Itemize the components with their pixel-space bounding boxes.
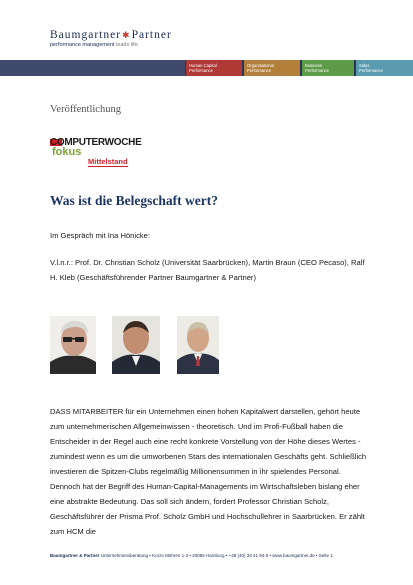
footer-page-number: Seite 1 — [318, 553, 333, 558]
nav-tile-organisational[interactable] — [244, 60, 300, 76]
navigation-band-left — [0, 60, 185, 76]
nav-tile-sales[interactable] — [356, 60, 413, 76]
portrait-photo-braun — [112, 316, 160, 374]
nav-tile-sublabel: Performance — [189, 68, 213, 73]
brand-star-icon: ✱ — [122, 30, 131, 40]
brand-logo — [50, 29, 172, 48]
nav-tile-label: Sales — [359, 63, 370, 68]
nav-tile-sublabel: Performance — [247, 68, 271, 73]
portrait-photo-scholz — [50, 316, 96, 374]
nav-tile-label: Organisational — [247, 63, 275, 68]
brand-name-part1: Baumgartner — [50, 29, 122, 41]
article-body: DASS MITARBEITER für ein Unternehmen einen hohen Kapitalwert darstellen, gehört heute zum unternehmerischen Allgemeinwissen - theoretisch. Und im Profi-Fußball haben die Entscheider in der Regel auch eine recht konkrete Vorstellung von der Höhe dieses Wertes - zumindest wenn es um die umworbenen Stars des internationalen Geschäfts geht. Schließlich investieren die Spitzen-Clubs regelmäßig Millionensummen in ihr spielendes Personal. Dennoch hat der Begriff des Human-Capital-Managements im Wirtschaftsleben bislang eher eine abstrakte Bedeutung. Das soll sich ändern, fordert Professor Christian Scholz, Geschäftsführer der Prisma Prof. Scholz GmbH und Hochschullehrer in Saarbrücken. Er zählt zum HCM die — [50, 407, 367, 536]
portrait-photo-kleb — [177, 316, 219, 374]
footer-separator: • — [315, 553, 318, 558]
brand-name-part2: Partner — [131, 29, 172, 41]
brand-tagline-sub: leads life — [116, 42, 138, 48]
nav-tile-label: Human Capital — [189, 63, 217, 68]
page-footer — [50, 553, 333, 558]
section-label: Veröffentlichung — [50, 104, 121, 115]
nav-tile-human-capital[interactable] — [186, 60, 242, 76]
navigation-band — [0, 60, 413, 76]
article-participants: V.l.n.r.: Prof. Dr. Christian Scholz (Universität Saarbrücken), Martin Braun (CEO Pecaso), Ralf H. Kleb (Geschäftsführender Partner Baumgartner & Partner) — [50, 258, 365, 282]
publication-logo — [50, 137, 142, 171]
nav-tile-label: Business — [305, 63, 322, 68]
article-title: Was ist die Belegschaft wert? — [50, 193, 218, 208]
brand-tagline-main: performance management — [50, 42, 115, 48]
nav-tile-sublabel: Performance — [359, 68, 383, 73]
article-intro: Im Gespräch mit Ina Hönicke: — [50, 231, 151, 240]
publication-logo-sub: Mittelstand — [88, 157, 128, 166]
brand-tagline — [50, 42, 172, 48]
brand-name — [50, 29, 172, 41]
footer-company: Baumgartner & Partner — [50, 553, 100, 558]
footer-text: Unternehmensberatung • Kurze Mühren 1-3 • 20095 Hamburg • +49 (40) 33 41 94-0 • www.baumgartner.de — [100, 553, 315, 558]
nav-tile-sublabel: Performance — [305, 68, 329, 73]
publication-logo-fokus: fokus — [52, 146, 82, 158]
nav-tile-business[interactable] — [302, 60, 354, 76]
publication-logo-main-text: COMPUTERWOCHE — [50, 137, 142, 148]
